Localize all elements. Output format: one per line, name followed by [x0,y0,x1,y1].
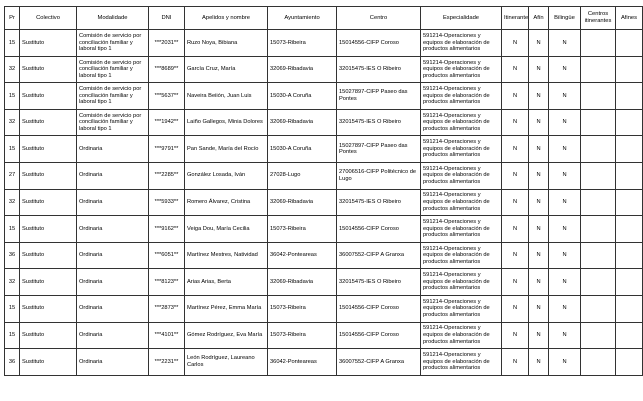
cell-dni: ***4101** [149,322,185,349]
header-apelidos-nombre: Apelidos y nombre [185,7,268,30]
cell-modalidade: Ordinaria [77,322,149,349]
cell-itinerante: N [502,322,529,349]
cell-afin: N [529,269,549,296]
cell-afin: N [529,162,549,189]
cell-afines [616,30,643,57]
cell-pr: 15 [5,322,20,349]
cell-afin: N [529,295,549,322]
cell-ayuntamiento: 36042-Ponteareas [268,349,337,376]
cell-afines [616,162,643,189]
cell-modalidade: Comisión de servicio por conciliación familiar y laboral tipo 1 [77,83,149,110]
cell-centros-itinerantes [581,295,616,322]
cell-centro: 15014556-CIFP Coroso [337,322,421,349]
cell-centros-itinerantes [581,109,616,136]
cell-itinerante: N [502,216,529,243]
table-row [5,136,643,163]
cell-centro: 32015475-IES O Ribeiro [337,56,421,83]
cell-bilingue: N [549,109,581,136]
cell-modalidade: Ordinaria [77,162,149,189]
header-afin: Afín [529,7,549,30]
cell-especialidade: 591214-Operaciones y equipos de elaboración de productos alimentarios [421,242,502,269]
header-colectivo: Colectivo [20,7,77,30]
cell-especialidade: 591214-Operaciones y equipos de elaboración de productos alimentarios [421,349,502,376]
cell-ayuntamiento: 32069-Ribadavia [268,109,337,136]
cell-afin: N [529,349,549,376]
cell-itinerante: N [502,295,529,322]
cell-modalidade: Ordinaria [77,189,149,216]
cell-centro: 32015475-IES O Ribeiro [337,189,421,216]
cell-pr: 15 [5,30,20,57]
cell-ayuntamiento: 15073-Ribeira [268,322,337,349]
cell-especialidade: 591214-Operaciones y equipos de elaboración de productos alimentarios [421,295,502,322]
table-row [5,30,643,57]
cell-apelidos-nombre: Martínez Pérez, Emma María [185,295,268,322]
cell-ayuntamiento: 32069-Ribadavia [268,189,337,216]
cell-colectivo: Sustituto [20,56,77,83]
cell-ayuntamiento: 27028-Lugo [268,162,337,189]
cell-especialidade: 591214-Operaciones y equipos de elaboración de productos alimentarios [421,216,502,243]
cell-colectivo: Sustituto [20,189,77,216]
cell-itinerante: N [502,349,529,376]
table-body [5,30,643,376]
cell-centros-itinerantes [581,136,616,163]
cell-apelidos-nombre: Veiga Dou, María Cecilia [185,216,268,243]
cell-dni: ***1942** [149,109,185,136]
cell-apelidos-nombre: Gómez Rodríguez, Eva María [185,322,268,349]
header-centro: Centro [337,7,421,30]
table-row [5,189,643,216]
cell-bilingue: N [549,136,581,163]
cell-colectivo: Sustituto [20,269,77,296]
cell-pr: 15 [5,136,20,163]
cell-dni: ***2873** [149,295,185,322]
cell-ayuntamiento: 32069-Ribadavia [268,56,337,83]
cell-ayuntamiento: 36042-Ponteareas [268,242,337,269]
cell-especialidade: 591214-Operaciones y equipos de elaboración de productos alimentarios [421,269,502,296]
cell-afines [616,56,643,83]
cell-dni: ***2285** [149,162,185,189]
cell-bilingue: N [549,30,581,57]
cell-dni: ***9162** [149,216,185,243]
cell-apelidos-nombre: Ruzo Noya, Bibiana [185,30,268,57]
cell-modalidade: Comisión de servicio por conciliación familiar y laboral tipo 1 [77,30,149,57]
header-pr: Pr [5,7,20,30]
table-header-row [5,7,643,30]
cell-colectivo: Sustituto [20,109,77,136]
cell-bilingue: N [549,349,581,376]
header-bilingue: Bilingüe [549,7,581,30]
cell-afin: N [529,242,549,269]
table-row [5,83,643,110]
cell-afines [616,189,643,216]
table-row [5,56,643,83]
cell-pr: 15 [5,216,20,243]
cell-centro: 32015475-IES O Ribeiro [337,109,421,136]
cell-pr: 32 [5,56,20,83]
cell-centro: 36007552-CIFP A Granxa [337,242,421,269]
cell-afin: N [529,136,549,163]
cell-dni: ***8689** [149,56,185,83]
cell-bilingue: N [549,189,581,216]
cell-pr: 32 [5,269,20,296]
cell-dni: ***5637** [149,83,185,110]
cell-ayuntamiento: 15073-Ribeira [268,30,337,57]
cell-colectivo: Sustituto [20,162,77,189]
cell-modalidade: Ordinaria [77,349,149,376]
cell-especialidade: 591214-Operaciones y equipos de elaboración de productos alimentarios [421,30,502,57]
cell-pr: 15 [5,83,20,110]
assignments-table [4,6,643,376]
cell-afin: N [529,109,549,136]
cell-centros-itinerantes [581,269,616,296]
cell-afin: N [529,216,549,243]
cell-itinerante: N [502,189,529,216]
cell-pr: 32 [5,189,20,216]
cell-itinerante: N [502,242,529,269]
table-row [5,322,643,349]
cell-colectivo: Sustituto [20,216,77,243]
table-row [5,269,643,296]
cell-afines [616,109,643,136]
cell-bilingue: N [549,269,581,296]
cell-pr: 15 [5,295,20,322]
cell-especialidade: 591214-Operaciones y equipos de elaboración de productos alimentarios [421,189,502,216]
cell-dni: ***5933** [149,189,185,216]
cell-centro: 15027897-CIFP Paseo das Pontes [337,83,421,110]
cell-afines [616,83,643,110]
cell-afines [616,295,643,322]
cell-apelidos-nombre: Laiño Gallegos, Minia Dolores [185,109,268,136]
cell-ayuntamiento: 32069-Ribadavia [268,269,337,296]
cell-pr: 36 [5,349,20,376]
cell-itinerante: N [502,83,529,110]
cell-apelidos-nombre: Pan Sande, María del Rocío [185,136,268,163]
cell-especialidade: 591214-Operaciones y equipos de elaboración de productos alimentarios [421,322,502,349]
cell-bilingue: N [549,83,581,110]
cell-modalidade: Comisión de servicio por conciliación familiar y laboral tipo 1 [77,56,149,83]
cell-centro: 15014556-CIFP Coroso [337,295,421,322]
cell-centros-itinerantes [581,83,616,110]
cell-modalidade: Ordinaria [77,136,149,163]
cell-centro: 32015475-IES O Ribeiro [337,269,421,296]
cell-colectivo: Sustituto [20,322,77,349]
cell-itinerante: N [502,56,529,83]
cell-bilingue: N [549,242,581,269]
cell-centros-itinerantes [581,349,616,376]
cell-apelidos-nombre: Romero Álvarez, Cristina [185,189,268,216]
cell-ayuntamiento: 15030-A Coruña [268,83,337,110]
cell-afines [616,349,643,376]
cell-centros-itinerantes [581,30,616,57]
cell-ayuntamiento: 15030-A Coruña [268,136,337,163]
cell-centro: 15027897-CIFP Paseo das Pontes [337,136,421,163]
cell-apelidos-nombre: Martínez Mestres, Natividad [185,242,268,269]
cell-centros-itinerantes [581,162,616,189]
cell-centro: 36007552-CIFP A Granxa [337,349,421,376]
cell-afin: N [529,322,549,349]
cell-modalidade: Comisión de servicio por conciliación familiar y laboral tipo 1 [77,109,149,136]
table-row [5,242,643,269]
cell-centro: 15014556-CIFP Coroso [337,30,421,57]
cell-afines [616,322,643,349]
cell-itinerante: N [502,136,529,163]
cell-bilingue: N [549,295,581,322]
cell-bilingue: N [549,322,581,349]
cell-dni: ***6051** [149,242,185,269]
cell-especialidade: 591214-Operaciones y equipos de elaboración de productos alimentarios [421,56,502,83]
cell-centro: 27006516-CIFP Politécnico de Lugo [337,162,421,189]
cell-modalidade: Ordinaria [77,295,149,322]
document-page [4,6,638,376]
cell-itinerante: N [502,162,529,189]
cell-ayuntamiento: 15073-Ribeira [268,295,337,322]
cell-colectivo: Sustituto [20,30,77,57]
cell-centros-itinerantes [581,322,616,349]
cell-apelidos-nombre: Arias Arias, Berta [185,269,268,296]
cell-especialidade: 591214-Operaciones y equipos de elaboración de productos alimentarios [421,136,502,163]
cell-apelidos-nombre: González Losada, Iván [185,162,268,189]
cell-itinerante: N [502,109,529,136]
cell-centros-itinerantes [581,216,616,243]
cell-bilingue: N [549,216,581,243]
cell-modalidade: Ordinaria [77,216,149,243]
cell-colectivo: Sustituto [20,83,77,110]
cell-especialidade: 591214-Operaciones y equipos de elaboración de productos alimentarios [421,83,502,110]
cell-pr: 27 [5,162,20,189]
cell-centro: 15014556-CIFP Coroso [337,216,421,243]
cell-modalidade: Ordinaria [77,269,149,296]
table-row [5,216,643,243]
header-modalidade: Modalidade [77,7,149,30]
cell-afines [616,136,643,163]
header-dni: DNI [149,7,185,30]
cell-ayuntamiento: 15073-Ribeira [268,216,337,243]
cell-afines [616,269,643,296]
cell-centros-itinerantes [581,189,616,216]
cell-dni: ***2031** [149,30,185,57]
cell-dni: ***9791** [149,136,185,163]
cell-pr: 36 [5,242,20,269]
cell-itinerante: N [502,30,529,57]
cell-colectivo: Sustituto [20,295,77,322]
cell-afines [616,242,643,269]
table-row [5,109,643,136]
table-row [5,162,643,189]
cell-apelidos-nombre: León Rodríguez, Laureano Carlos [185,349,268,376]
cell-bilingue: N [549,56,581,83]
cell-dni: ***2231** [149,349,185,376]
cell-centros-itinerantes [581,56,616,83]
cell-colectivo: Sustituto [20,349,77,376]
header-ayuntamiento: Ayuntamiento [268,7,337,30]
header-centros-itinerantes: Centros itinerantes [581,7,616,30]
cell-especialidade: 591214-Operaciones y equipos de elaboración de productos alimentarios [421,162,502,189]
header-especialidade: Especialidade [421,7,502,30]
cell-apelidos-nombre: García Cruz, María [185,56,268,83]
table-row [5,349,643,376]
cell-dni: ***8123** [149,269,185,296]
cell-afin: N [529,30,549,57]
cell-modalidade: Ordinaria [77,242,149,269]
cell-pr: 32 [5,109,20,136]
cell-colectivo: Sustituto [20,136,77,163]
table-row [5,295,643,322]
cell-bilingue: N [549,162,581,189]
cell-afin: N [529,189,549,216]
cell-centros-itinerantes [581,242,616,269]
cell-afines [616,216,643,243]
cell-colectivo: Sustituto [20,242,77,269]
cell-apelidos-nombre: Naveira Beiión, Juan Luis [185,83,268,110]
cell-especialidade: 591214-Operaciones y equipos de elaboración de productos alimentarios [421,109,502,136]
header-itinerante: Itinerante [502,7,529,30]
cell-afin: N [529,56,549,83]
cell-itinerante: N [502,269,529,296]
cell-afin: N [529,83,549,110]
header-afines: Afines [616,7,643,30]
